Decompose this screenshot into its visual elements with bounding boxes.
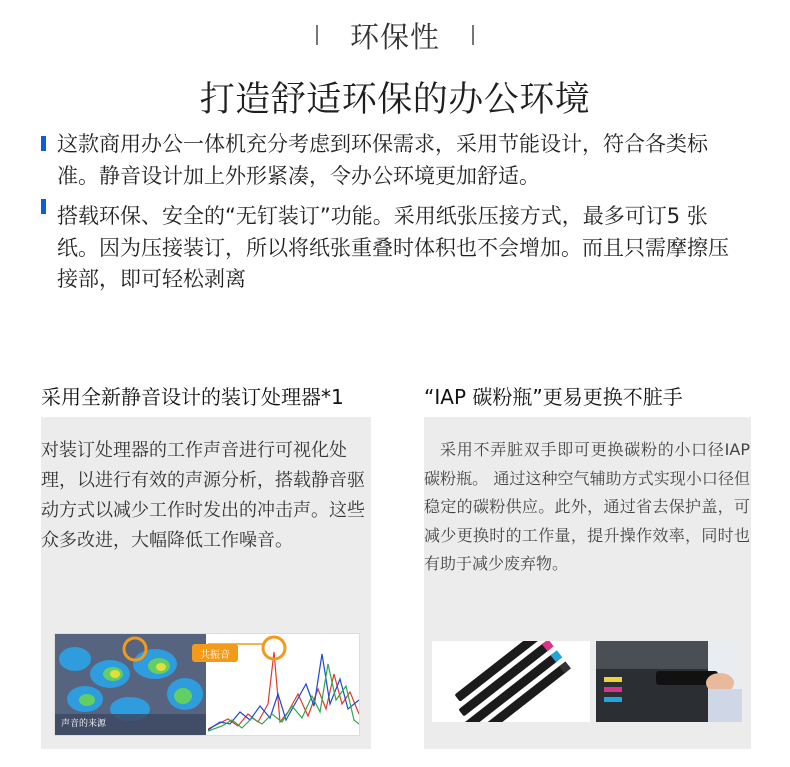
feature-title: “IAP 碳粉瓶”更易更换不脏手: [424, 385, 683, 409]
intro-paragraph: 这款商用办公一体机充分考虑到环保需求，采用节能设计，符合各类标准。静音设计加上外形紧凑，令办公环境更加舒适。: [57, 132, 708, 188]
noise-analysis-figure: [54, 633, 360, 736]
feature-text: 采用不弄脏双手即可更换碳粉的小口径IAP 碳粉瓶。 通过这种空气辅助方式实现小口径但稳定的碳粉供应。此外，通过省去保护盖，可减少更换时的工作量，提升操作效率，同时也有助于减少废弃物。: [424, 440, 750, 573]
intro-paragraph: 搭载环保、安全的“无钉装订”功能。采用纸张压接方式，最多可订5 张纸。因为压接装订，所以将纸张重叠时体积也不会增加。而且只需摩擦压接部，即可轻松剥离: [57, 204, 729, 291]
section-header: [0, 14, 790, 56]
heatmap-label: 声音的来源: [61, 719, 107, 729]
resonance-badge: 共振音: [192, 644, 238, 662]
toner-bottles-image: [432, 641, 590, 722]
page-headline: 打造舒适环保的办公环境: [199, 80, 591, 120]
feature-text: 对装订处理器的工作声音进行可视化处理，以进行有效的声源分析，搭载静音驱动方式以减少工作时发出的冲击声。这些众多改进，大幅降低工作噪音。: [41, 440, 365, 551]
bullet-marker: [41, 136, 46, 151]
sound-source-heatmap: [55, 634, 206, 735]
divider: [316, 25, 318, 45]
section-title: 环保性: [349, 19, 440, 54]
feature-title: 采用全新静音设计的装订处理器*1: [41, 385, 344, 409]
toner-replacement-photo: [596, 641, 742, 722]
divider: [472, 25, 474, 45]
bullet-marker: [41, 199, 46, 214]
